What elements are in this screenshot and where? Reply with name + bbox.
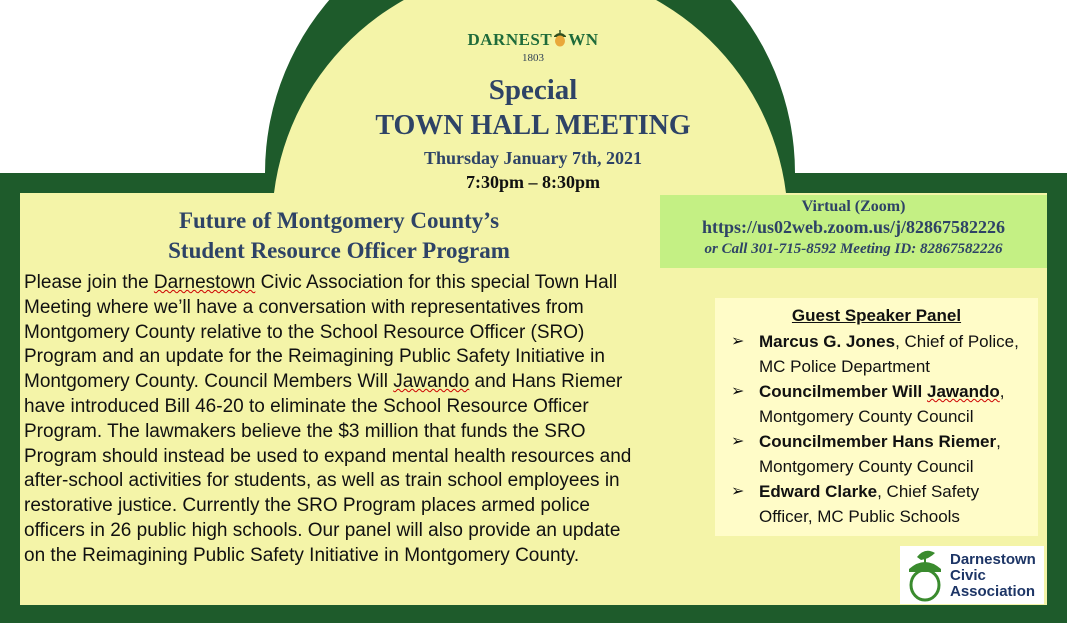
body-line: have introduced Bill 46-20 to eliminate the School Resource Officer <box>24 395 589 417</box>
subtitle-line-1: Future of Montgomery County’s <box>178 208 500 233</box>
meeting-time: 7:30pm – 8:30pm <box>466 172 600 192</box>
speaker-item: Edward Clarke, Chief Safety Officer, MC Public Schools <box>759 482 980 526</box>
body-line: Montgomery County. Council Members Will Jawando and Hans Riemer <box>24 371 623 393</box>
body-line: Program and an update for the Reimagining Public Safety Initiative in <box>24 346 605 368</box>
body-paragraph <box>24 271 714 569</box>
body-line: officers in 26 public high schools. Our panel will also provide an update <box>24 519 621 541</box>
zoom-label: Virtual (Zoom) <box>801 198 906 215</box>
meeting-date: Thursday January 7th, 2021 <box>423 148 643 168</box>
title-special: Special <box>488 74 578 106</box>
panel-title: Guest Speaker Panel <box>791 306 962 325</box>
speaker-item: Councilmember Will Jawando, Montgomery County Council <box>759 382 1005 426</box>
acorn-icon <box>903 547 947 603</box>
arrow-bullet-icon: ➢ <box>731 433 745 450</box>
association-name: Darnestown Civic Association <box>950 551 1036 600</box>
body-line: Please join the Darnestown Civic Association for this special Town Hall <box>24 272 618 293</box>
arrow-bullet-icon: ➢ <box>731 483 745 500</box>
body-line: Program should instead be used to expand mental health resources and <box>24 445 632 467</box>
arrow-bullet-icon: ➢ <box>731 333 745 350</box>
body-line: after-school activities for students, as well as train school employees in <box>24 470 620 492</box>
speaker-item: Marcus G. Jones, Chief of Police, MC Police Department <box>759 332 1019 376</box>
logo-year: 1803 <box>522 52 544 64</box>
civic-association-logo <box>900 546 1044 604</box>
subtitle-line-2: Student Resource Officer Program <box>168 238 510 263</box>
zoom-link[interactable]: https://us02web.zoom.us/j/82867582226 <box>701 217 1006 237</box>
body-line: restorative justice. Currently the SRO Program places armed police <box>24 495 591 517</box>
darnestown-logo-text: DARNEST WN <box>467 30 599 49</box>
body-line: Montgomery County relative to the School Resource Officer (SRO) <box>24 321 585 343</box>
page-title: TOWN HALL MEETING <box>375 110 691 141</box>
body-line: on the Reimagining Public Safety Initiative in Montgomery County. <box>24 544 580 566</box>
speaker-item: Councilmember Hans Riemer, Montgomery County Council <box>759 432 1001 476</box>
acorn-icon <box>553 30 567 47</box>
zoom-info-box <box>660 195 1047 268</box>
body-line: Meeting where we’ll have a conversation with representatives from <box>24 296 584 318</box>
zoom-call-info: or Call 301-715-8592 Meeting ID: 82867582226 <box>704 241 1003 257</box>
arrow-bullet-icon: ➢ <box>731 383 745 400</box>
guest-speaker-panel <box>715 298 1038 536</box>
body-line: Program. The lawmakers believe the $3 million that funds the SRO <box>24 420 586 442</box>
